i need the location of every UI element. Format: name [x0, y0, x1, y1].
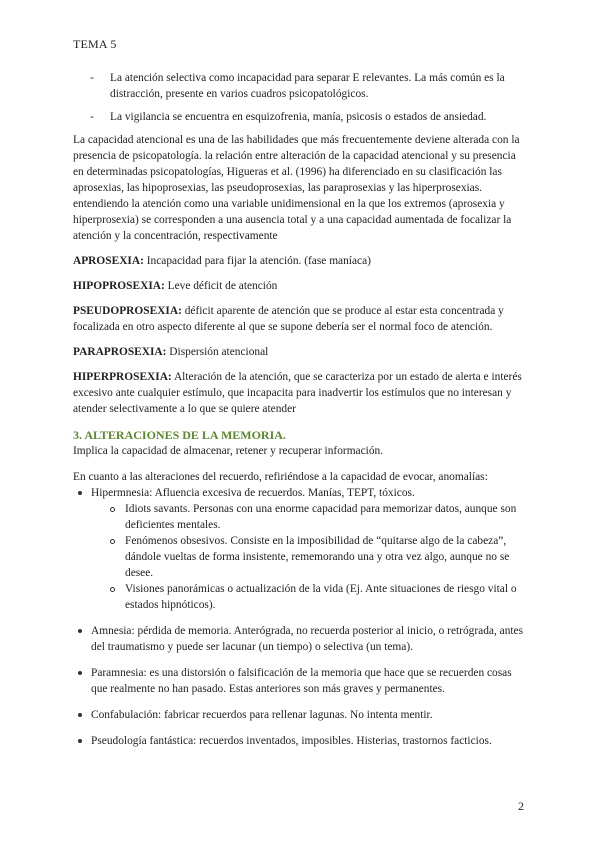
term-label: PARAPROSEXIA:	[73, 346, 167, 358]
sub-item-text: Visiones panorámicas o actualización de la vida (Ej. Ante situaciones de riesgo vital o estados hipnóticos).	[125, 583, 517, 611]
bullet-dot	[78, 671, 82, 675]
term-aprosexia	[73, 253, 529, 269]
sub-list-item	[91, 501, 529, 533]
bullet-circle	[110, 507, 115, 512]
list-item-text: Paramnesia: es una distorsión o falsificación de la memoria que hace que se recuerden cosas que realmente no han pasado. Estas anteriores son más graves y permanentes.	[91, 667, 512, 695]
bullet-dot	[78, 739, 82, 743]
term-definition: déficit aparente de atención que se produce al estar esta concentrada y focalizada en otro aspecto diferente al que se supone debería ser el normal foco de atención.	[73, 305, 504, 333]
dash-item-text: La atención selectiva como incapacidad para separar E relevantes. La más común es la distracción, presente en varios cuadros psicopatológicos.	[110, 72, 505, 100]
term-definition: Leve déficit de atención	[164, 280, 278, 292]
intro-paragraph: La capacidad atencional es una de las habilidades que más frecuentemente deviene alterada con la presencia de psicopatología. la relación entre alteración de la capacidad atencional y su presencia en determinadas psicopatologías, Higueras et al. (1996) ha diferenciado en su clasificación las aprosexias, las hipoprosexias, las pseudoprosexias, las paraprosexias y las hiperprosexias. entendiendo la atención como una variable unidimensional en la que los extremos (aprosexia y hiperprosexia) se corresponden a una ausencia total y a una capacidad aumentada de focalizar la atención y la concentración, respectivamente	[73, 134, 520, 242]
bullet-circle	[110, 587, 115, 592]
list-item-confabulacion	[73, 707, 529, 723]
list-item-hipermnesia	[73, 485, 529, 613]
term-hipoprosexia	[73, 278, 529, 294]
term-definition: Incapacidad para fijar la atención. (fase maníaca)	[143, 255, 371, 267]
dash-item	[73, 70, 529, 102]
term-label: HIPERPROSEXIA:	[73, 371, 172, 383]
dash-list	[73, 70, 529, 125]
memory-alterations-list	[73, 485, 529, 749]
term-pseudoprosexia	[73, 303, 529, 335]
dash-item	[73, 109, 529, 125]
page-content	[73, 70, 529, 749]
section-title: 3. ALTERACIONES DE LA MEMORIA.	[73, 428, 286, 442]
sub-list-item	[91, 533, 529, 581]
term-definition: Dispersión atencional	[166, 346, 269, 358]
term-label: APROSEXIA:	[73, 255, 144, 267]
term-label: PSEUDOPROSEXIA:	[73, 305, 182, 317]
sub-item-text: Fenómenos obsesivos. Consiste en la imposibilidad de “quitarse algo de la cabeza”, dándole vueltas de forma insistente, rememorando una y otra vez algo, aunque no se desee.	[125, 535, 510, 579]
list-item-text: Amnesia: pérdida de memoria. Anterógrada, no recuerda posterior al inicio, o retrógrada, antes del traumatismo y puede ser lacunar (un tiempo) o selectiva (un tema).	[91, 625, 524, 653]
term-hiperprosexia	[73, 369, 529, 417]
list-item-text: Hipermnesia: Afluencia excesiva de recuerdos. Manías, TEPT, tóxicos.	[91, 487, 415, 499]
list-item-text: Confabulación: fabricar recuerdos para rellenar lagunas. No intenta mentir.	[91, 709, 433, 721]
list-item-pseudologia	[73, 733, 529, 749]
bullet-dot	[78, 629, 82, 633]
section-lead: En cuanto a las alteraciones del recuerdo, refiriéndose a la capacidad de evocar, anomalías:	[73, 471, 488, 483]
term-paraprosexia	[73, 344, 529, 360]
sub-list-item	[91, 581, 529, 613]
list-item-text: Pseudología fantástica: recuerdos inventados, imposibles. Histerias, trastornos facticios.	[91, 735, 492, 747]
page-header: TEMA 5	[73, 37, 117, 51]
page-number: 2	[518, 799, 524, 813]
bullet-dot	[78, 491, 82, 495]
section-intro: Implica la capacidad de almacenar, retener y recuperar información.	[73, 445, 384, 457]
sub-item-text: Idiots savants. Personas con una enorme capacidad para memorizar datos, aunque son deficientes mentales.	[125, 503, 517, 531]
dash-marker: -	[90, 111, 94, 123]
bullet-dot	[78, 713, 82, 717]
bullet-circle	[110, 539, 115, 544]
dash-item-text: La vigilancia se encuentra en esquizofrenia, manía, psicosis o estados de ansiedad.	[110, 111, 487, 123]
sub-list	[91, 501, 529, 613]
dash-marker: -	[90, 72, 94, 84]
list-item-amnesia	[73, 623, 529, 655]
term-label: HIPOPROSEXIA:	[73, 280, 165, 292]
list-item-paramnesia	[73, 665, 529, 697]
term-definition: Alteración de la atención, que se caracteriza por un estado de alerta e interés excesivo ante cualquier estímulo, que incapacita para inadvertir los estímulos que no interesan y atender selectivamente a lo que se quiere atender	[73, 371, 522, 415]
